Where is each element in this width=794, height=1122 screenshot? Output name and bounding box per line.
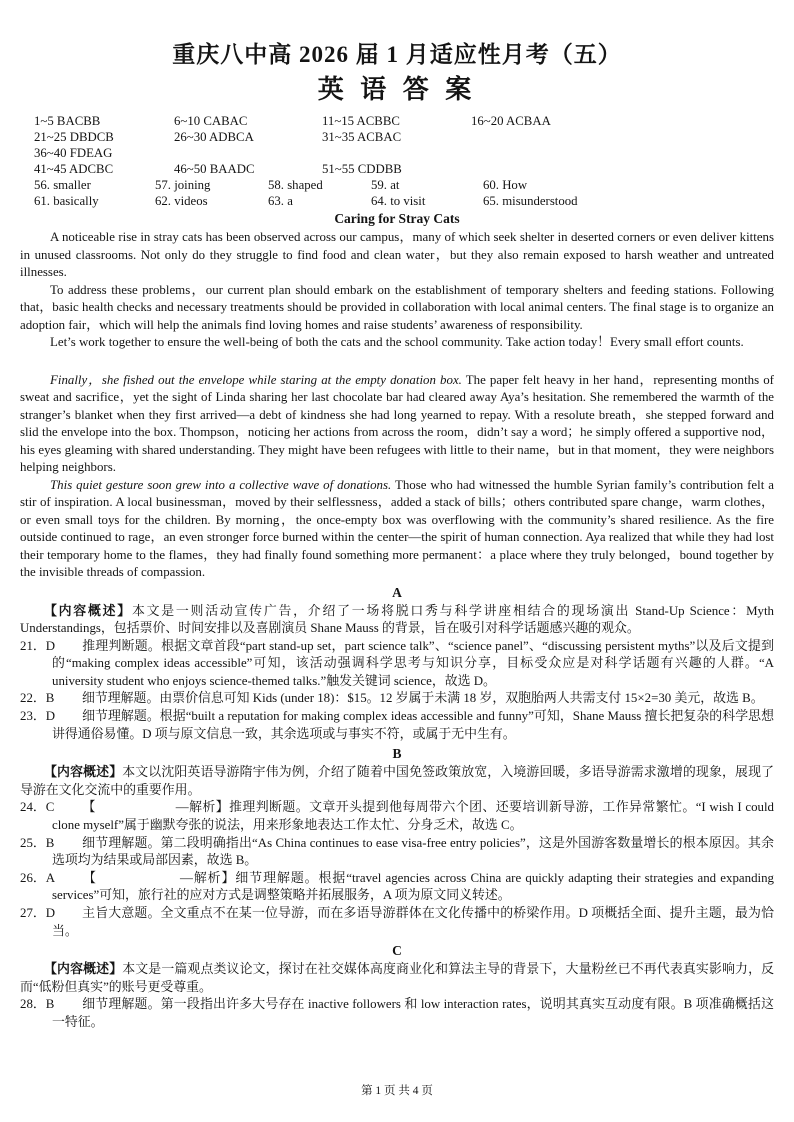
answer-key-cell: 46~50 BAADC bbox=[174, 162, 255, 176]
doc-title: 重庆八中高 2026 届 1 月适应性月考（五） bbox=[172, 42, 622, 67]
question-item-25 bbox=[20, 835, 774, 870]
summary-text: 本文是一则活动宣传广告，介绍了一场将脱口秀与科学讲座相结合的现场演出 Stand-Up Science：Myth Understandings，包括票价、时间安排以及喜剧演员 Shane Mauss 的背景，旨在吸引对科学话题感兴趣的观众。 bbox=[20, 603, 775, 636]
section-b-summary bbox=[20, 764, 774, 799]
question-item-23 bbox=[20, 708, 774, 743]
answer-key-cell: 51~55 CDDBB bbox=[322, 162, 402, 176]
answer-key-cell: 62. videos bbox=[155, 194, 208, 208]
essay1-paragraph-1: A noticeable rise in stray cats has been observed across our campus，many of which seek shelter in deserted corners or even deliver kittens in unused classrooms. Not only do they struggle to find food and clean water，but they also remain exposed to harsh weather and untreated illnesses. bbox=[20, 230, 774, 279]
given-first-sentence: Finally，she fished out the envelope while staring at the empty donation box. bbox=[50, 372, 462, 387]
answer-key-row bbox=[34, 177, 774, 193]
answer-key-cell: 57. joining bbox=[155, 178, 211, 192]
answer-key-cell: 56. smaller bbox=[34, 178, 91, 192]
question-number: 27．D bbox=[20, 906, 56, 920]
answer-key-cell: 16~20 ACBAA bbox=[471, 114, 551, 128]
question-number: 25．B bbox=[20, 835, 55, 850]
answer-key-cell: 64. to visit bbox=[371, 194, 426, 208]
question-item-26 bbox=[20, 870, 774, 905]
question-number: 21．D bbox=[20, 638, 56, 653]
answer-key-cell: 59. at bbox=[371, 178, 400, 192]
essay1-paragraph-3: Let’s work together to ensure the well-being of both the cats and the school community. Take action today！Every small effort counts. bbox=[50, 335, 744, 349]
essay2-paragraph-1 bbox=[20, 372, 774, 477]
question-explanation: 细节理解题。第二段明确指出“As China continues to ease visa-free entry policies”，这是外国游客数量增长的根本原因。其余选项均为结果或局部因素，故选 B。 bbox=[52, 835, 774, 868]
question-item-28 bbox=[20, 996, 774, 1031]
question-number: 28．B bbox=[20, 997, 55, 1012]
essay2-paragraph-2-text: Those who had witnessed the humble Syrian family’s contribution felt a stir of inspiration. A local businessman，moved by their selflessness，added a stack of bills；others contributed spare change，warm clothes，or even small toys for the children. By morning，the once-empty box was overflowing with the community’s shared resilience. As the fire outside continued to rage，an even stronger force burned within the center—the spirit of human connection. Aya realized that while they had lost their temporary home to the flames，they had finally found something more permanent：a place where they truly belonged，bound together by the invisible threads of compassion. bbox=[20, 477, 774, 579]
answer-key-cell: 41~45 ADCBC bbox=[34, 162, 114, 176]
answer-key-block bbox=[34, 113, 774, 209]
question-explanation: 细节理解题。第一段指出许多大号存在 inactive followers 和 low interaction rates，说明其真实互动度有限。B 项准确概括这一特征。 bbox=[52, 997, 774, 1029]
spacer bbox=[20, 352, 774, 372]
answer-key-row bbox=[34, 129, 774, 145]
page-number: 第 1 页 共 4 页 bbox=[361, 1085, 433, 1097]
summary-text: 本文以沈阳英语导游隋宇伟为例，介绍了随着中国免签政策放宽，入境游回暖，多语导游需求激增的现象，展现了导游在文化交流中的重要作用。 bbox=[20, 765, 775, 797]
question-explanation: 细节理解题。根据“built a reputation for making complex ideas accessible and funny”可知，Shane Mauss 擅长把复杂的科学思想讲得通俗易懂。D 项与原文信息一致，其余选项或与事实不符，或属于无中生有。 bbox=[52, 709, 774, 741]
summary-label: 【内容概述】 bbox=[44, 962, 123, 977]
answer-key-cell: 63. a bbox=[268, 194, 293, 208]
question-number: 26．A bbox=[20, 870, 56, 885]
essay2-paragraph-2 bbox=[20, 477, 774, 582]
answer-key-cell: 60. How bbox=[483, 178, 528, 192]
question-explanation: 细节理解题。由票价信息可知 Kids (under 18)：$15。12 岁属于未满 18 岁，双胞胎两人共需支付 15×2=30 美元，故选 B。 bbox=[82, 691, 764, 706]
answer-key-cell: 31~35 ACBAC bbox=[322, 130, 402, 144]
question-item-22 bbox=[20, 690, 774, 708]
question-explanation: 【 —解析】细节理解题。根据“travel agencies across China are quickly adapting their strategies and expanding services”可知，旅行社的应对方式是调整策略并拓展服务，A 项为原文同义转述。 bbox=[52, 870, 774, 903]
summary-label: 【内容概述】 bbox=[44, 603, 132, 618]
answer-key-row bbox=[34, 161, 774, 177]
answer-key-row bbox=[34, 145, 774, 161]
answer-key-cell: 26~30 ADBCA bbox=[174, 130, 254, 144]
question-item-24 bbox=[20, 799, 774, 834]
summary-text: 本文是一篇观点类议论文，探讨在社交媒体高度商业化和算法主导的背景下，大量粉丝已不再代表真实影响力，反而“低粉但真实”的账号更受尊重。 bbox=[20, 962, 775, 994]
question-item-27 bbox=[20, 905, 774, 940]
answer-key-row bbox=[34, 113, 774, 129]
section-c-heading: C bbox=[392, 943, 402, 959]
question-number: 24．C bbox=[20, 800, 55, 815]
given-second-sentence: This quiet gesture soon grew into a collective wave of donations. bbox=[50, 477, 392, 492]
doc-subtitle: 英 语 答 案 bbox=[317, 75, 477, 104]
section-c-summary bbox=[20, 961, 774, 996]
answer-key-cell: 36~40 FDEAG bbox=[34, 146, 113, 160]
essay1-paragraph-2: To address these problems，our current plan should embark on the establishment of temporary shelters and feeding stations. Following that，basic health checks and necessary treatments should be provided in collaboration with local animal centers. The final stage is to organize an adoption fair，which will help the animals find loving homes and raise students’ awareness of responsibility. bbox=[20, 282, 774, 332]
section-b-heading: B bbox=[392, 746, 402, 762]
answer-key-cell: 21~25 DBDCB bbox=[34, 130, 114, 144]
question-number: 22．B bbox=[20, 691, 55, 706]
question-explanation: 主旨大意题。全文重点不在某一位导游，而在多语导游群体在文化传播中的桥梁作用。D 项概括全面、提升主题，最为恰当。 bbox=[52, 906, 774, 938]
question-number: 23．D bbox=[20, 709, 56, 724]
answer-key-cell: 65. misunderstood bbox=[483, 194, 578, 208]
summary-label: 【内容概述】 bbox=[44, 765, 123, 780]
question-explanation: 推理判断题。根据文章首段“part stand-up set，part science talk”、“science panel”、“discussing persistent myths”以及后文提到的“making complex ideas accessible”可知，该活动强调科学思考与知识分享，目标受众应是对科学话题有兴趣的人群。“A university student who enjoys science-themed talks.”触发关键词 science，故选 D。 bbox=[52, 638, 774, 688]
question-item-21 bbox=[20, 638, 774, 691]
answer-key-cell: 61. basically bbox=[34, 194, 99, 208]
answer-key-cell: 1~5 BACBB bbox=[34, 114, 101, 128]
essay1-title: Caring for Stray Cats bbox=[334, 211, 460, 226]
answer-key-cell: 58. shaped bbox=[268, 178, 323, 192]
section-a-summary bbox=[20, 603, 774, 638]
question-explanation: 【 —解析】推理判断题。文章开头提到他每周带六个团、还要培训新导游，工作异常繁忙。“I wish I could clone myself”属于幽默夸张的说法，用来形象地表达工作太忙、分身乏术，故选 C。 bbox=[52, 800, 774, 833]
answer-key-cell: 11~15 ACBBC bbox=[322, 114, 400, 128]
essay2-paragraph-1-text: The paper felt heavy in her hand，representing months of sweat and sacrifice，yet the sight of Linda sharing her last chocolate bar had cleared away Aya’s hesitation. She remembered the warmth of the stranger’s blanket when they first arrived—a debt of kindness she had long yearned to repay. With a resolute breath，she stepped forward and slid the envelope into the box. Thompson，noticing her actions from across the room，didn’t say a word；he simply offered a supportive nod，his eyes gleaming with shared understanding. They might have been refugees with little to their name，but in that moment，they were neighbors helping neighbors. bbox=[20, 372, 774, 474]
section-a-heading: A bbox=[392, 584, 402, 600]
answer-key-row bbox=[34, 193, 774, 209]
answer-key-cell: 6~10 CABAC bbox=[174, 114, 248, 128]
